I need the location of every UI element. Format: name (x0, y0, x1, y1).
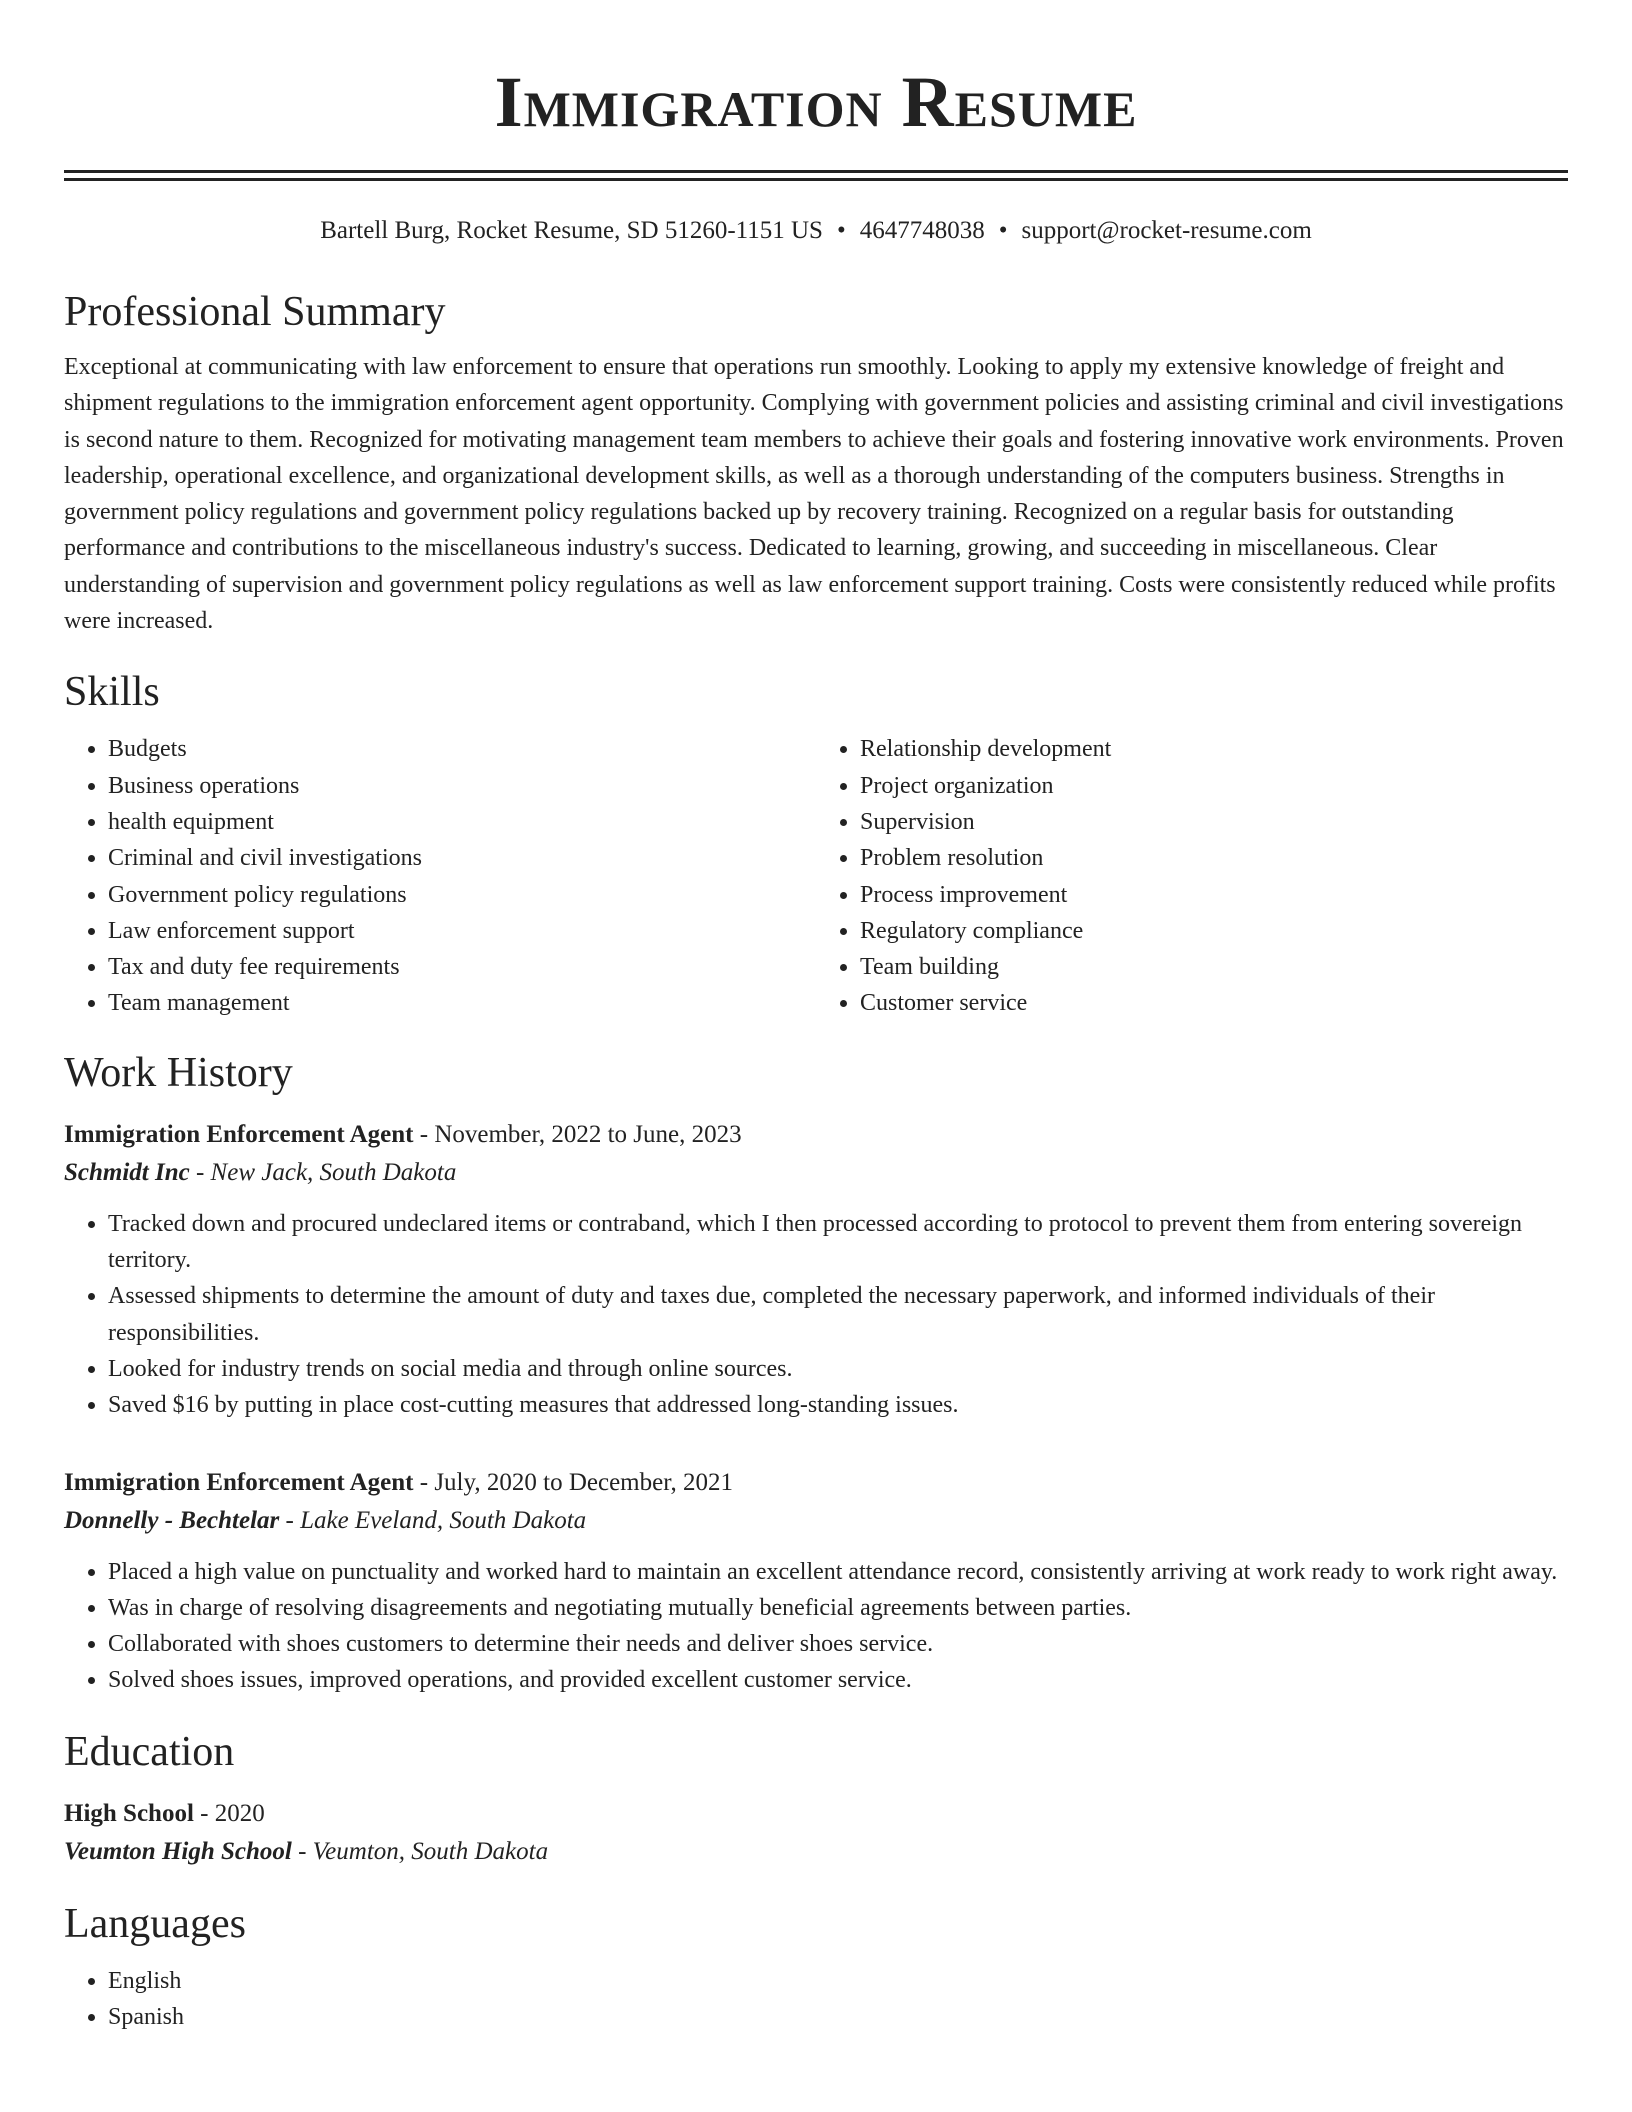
education-heading: Education (64, 1728, 235, 1775)
skills-heading: Skills (64, 669, 160, 716)
job-dates: - July, 2020 to December, 2021 (413, 1468, 734, 1496)
skills-list-right (816, 731, 1568, 1021)
degree-year: - 2020 (193, 1799, 265, 1827)
contact-email: support@rocket-resume.com (1021, 217, 1312, 244)
resume-title: Immigration Resume (494, 62, 1138, 142)
job-bullet: • Solved shoes issues, improved operations, and provided excellent customer service. (108, 1662, 1568, 1698)
job-bullet: • Assessed shipments to determine the amount of duty and taxes due, completed the necessary paperwork, and informed individuals of their responsibilities. (108, 1278, 1568, 1351)
skill-item: • Criminal and civil investigations (108, 840, 816, 876)
skill-item: • Budgets (108, 731, 816, 767)
job-title: Immigration Enforcement Agent (64, 1120, 414, 1148)
school-name: Veumton High School (64, 1837, 292, 1865)
job-bullet: • Collaborated with shoes customers to determine their needs and deliver shoes service. (108, 1626, 1568, 1662)
work-history-heading: Work History (64, 1049, 293, 1096)
job-title-line (64, 1116, 1568, 1154)
skill-item: • Supervision (860, 804, 1568, 840)
job-entry (64, 1464, 1568, 1699)
company-location: - New Jack, South Dakota (189, 1158, 457, 1186)
job-title: Immigration Enforcement Agent (64, 1468, 414, 1496)
skills-list-left (64, 731, 816, 1021)
skill-item: • Problem resolution (860, 840, 1568, 876)
job-bullet: • Was in charge of resolving disagreements and negotiating mutually beneficial agreements between parties. (108, 1590, 1568, 1626)
skill-item: • Team building (860, 949, 1568, 985)
job-title-line (64, 1464, 1568, 1502)
contact-address: Bartell Burg, Rocket Resume, SD 51260-1151 US (320, 217, 823, 244)
contact-separator: • (836, 217, 846, 244)
job-bullets (64, 1554, 1568, 1699)
skill-item: • Law enforcement support (108, 913, 816, 949)
degree-name: High School (64, 1799, 194, 1827)
contact-separator: • (998, 217, 1008, 244)
company-name: Donnelly - Bechtelar (64, 1506, 280, 1534)
contact-line (64, 215, 1568, 247)
job-bullet: • Tracked down and procured undeclared items or contraband, which I then processed according to protocol to prevent them from entering sovereign territory. (108, 1206, 1568, 1279)
job-dates: - November, 2022 to June, 2023 (413, 1120, 742, 1148)
job-bullet: • Looked for industry trends on social media and through online sources. (108, 1351, 1568, 1387)
skill-item: • Regulatory compliance (860, 913, 1568, 949)
company-location: - Lake Eveland, South Dakota (279, 1506, 587, 1534)
skill-item: • Government policy regulations (108, 877, 816, 913)
job-bullets (64, 1206, 1568, 1424)
school-line (64, 1833, 1568, 1871)
skill-item: • Project organization (860, 768, 1568, 804)
skill-item: • Process improvement (860, 877, 1568, 913)
skill-item: • Tax and duty fee requirements (108, 949, 816, 985)
company-line (64, 1502, 1568, 1540)
languages-list (64, 1963, 1568, 2036)
skill-item: • Team management (108, 985, 816, 1021)
company-name: Schmidt Inc (64, 1158, 190, 1186)
skills-columns (64, 731, 1568, 1021)
company-line (64, 1154, 1568, 1192)
contact-phone: 4647748038 (859, 217, 985, 244)
summary-text: Exceptional at communicating with law enforcement to ensure that operations run smoothly. Looking to apply my extensive knowledge of freight and shipment regulations to the immigration enforcement agent opportunity. Complying with government policies and assisting criminal and civil investigations is second nature to them. Recognized for motivating management team members to achieve their goals and fostering innovative work environments. Proven leadership, operational excellence, and organizational development skills, as well as a thorough understanding of the computers business. Strengths in government policy regulations and government policy regulations backed up by recovery training. Recognized on a regular basis for outstanding performance and contributions to the miscellaneous industry's success. Dedicated to learning, growing, and succeeding in miscellaneous. Clear understanding of supervision and government policy regulations as well as law enforcement support training. Costs were consistently reduced while profits were increased. (64, 354, 1564, 635)
skill-item: • health equipment (108, 804, 816, 840)
languages-heading: Languages (64, 1900, 246, 1947)
job-bullet: • Placed a high value on punctuality and worked hard to maintain an excellent attendance record, consistently arriving at work ready to work right away. (108, 1554, 1568, 1590)
job-bullet: • Saved $16 by putting in place cost-cutting measures that addressed long-standing issues. (108, 1387, 1568, 1423)
job-entry (64, 1116, 1568, 1424)
summary-heading: Professional Summary (64, 289, 446, 335)
degree-line (64, 1795, 1568, 1833)
skill-item: • Business operations (108, 768, 816, 804)
education-entry (64, 1795, 1568, 1871)
skill-item: • Customer service (860, 985, 1568, 1021)
title-divider (64, 170, 1568, 181)
language-item: • English (108, 1963, 1568, 1999)
school-location: - Veumton, South Dakota (291, 1837, 549, 1865)
skill-item: • Relationship development (860, 731, 1568, 767)
language-item: • Spanish (108, 1999, 1568, 2035)
